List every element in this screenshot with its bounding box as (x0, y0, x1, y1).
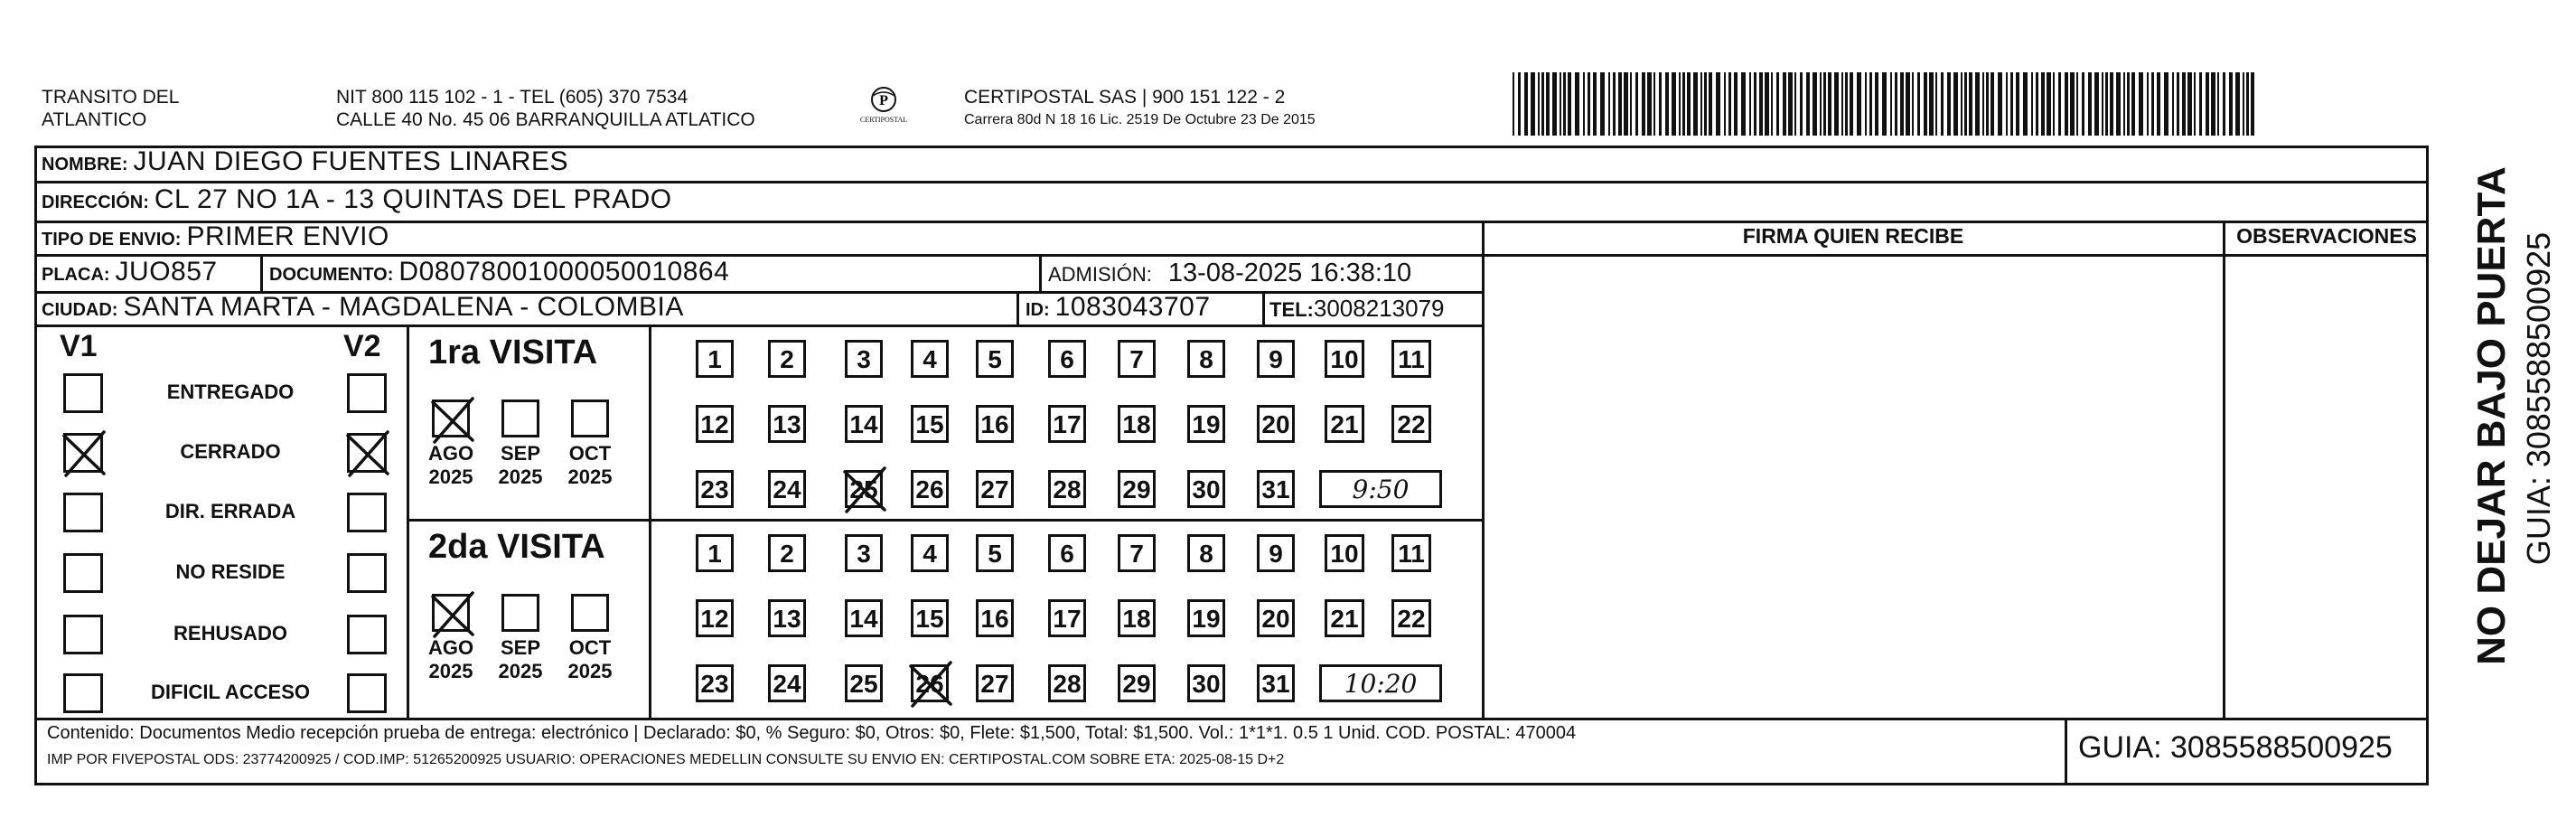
placa-value: JUO857 (115, 257, 218, 287)
month-name: OCT (568, 636, 612, 659)
firma-header: FIRMA QUIEN RECIBE (1742, 224, 1964, 248)
month-name: AGO (427, 442, 474, 465)
sender-name-line2: ATLANTICO (42, 109, 147, 130)
month-year: 2025 (498, 660, 543, 682)
status-v2-checkbox[interactable] (347, 615, 387, 654)
firma-header-line (1484, 254, 2429, 257)
day-box[interactable]: 29 (1118, 470, 1156, 508)
day-box[interactable]: 26 (911, 470, 949, 508)
month-checkbox[interactable] (432, 400, 470, 437)
documento-value: D08078001000050010864 (398, 257, 730, 287)
admision-field (1048, 259, 1411, 288)
month-year: 2025 (428, 660, 473, 682)
day-box[interactable]: 29 (1118, 664, 1156, 702)
tipo-label: TIPO DE ENVIO: (42, 230, 182, 249)
month-year: 2025 (567, 465, 613, 488)
v2-header: V2 (343, 329, 381, 363)
day-box[interactable]: 18 (1118, 405, 1156, 443)
row-divider (36, 254, 1484, 257)
company-line: CERTIPOSTAL SAS | 900 151 122 - 2 (964, 87, 1286, 108)
day-box[interactable]: 7 (1118, 340, 1156, 378)
month-label (424, 636, 478, 683)
row-divider (36, 718, 2429, 720)
ciudad-value: SANTA MARTA - MAGDALENA - COLOMBIA (123, 292, 684, 322)
month-checkbox[interactable] (571, 594, 609, 632)
status-v1-checkbox[interactable] (63, 615, 103, 654)
sender-info (336, 86, 755, 131)
sender-nit: NIT 800 115 102 - 1 - TEL (605) 370 7534 (336, 87, 688, 108)
nombre-field (42, 146, 568, 177)
day-box[interactable]: 30 (1187, 470, 1225, 508)
status-v2-checkbox[interactable] (347, 673, 387, 713)
status-v2-checkbox[interactable] (347, 373, 387, 413)
footer-line2: IMP POR FIVEPOSTAL ODS: 23774200925 / COD.IMP: 51265200925 USUARIO: OPERACIONES MEDELLIN CONSULTE SU ENVIO EN: CERTIPOSTAL.COM SOBRE ETA: 2025-08-15 D+2 (47, 752, 1285, 767)
observaciones-header: OBSERVACIONES (2236, 224, 2417, 248)
obs-left-border (2223, 221, 2225, 718)
no-dejar-warning: NO DEJAR BAJO PUERTA (2469, 166, 2514, 665)
tel-label: TEL: (1269, 298, 1314, 321)
status-option-label: CERRADO (180, 440, 281, 463)
nombre-value: JUAN DIEGO FUENTES LINARES (133, 146, 568, 176)
admision-value: 13-08-2025 16:38:10 (1167, 259, 1412, 287)
license-line: Carrera 80d N 18 16 Lic. 2519 De Octubre 23 De 2015 (964, 112, 1316, 127)
day-box[interactable]: 9 (1257, 340, 1295, 378)
month-name: AGO (427, 636, 474, 659)
day-box[interactable]: 8 (1187, 340, 1225, 378)
ciudad-label: CIUDAD: (42, 300, 118, 320)
day-box[interactable]: 13 (768, 405, 806, 443)
day-box[interactable]: 12 (696, 405, 734, 443)
month-label (563, 442, 617, 489)
day-box[interactable]: 30 (1187, 664, 1225, 702)
status-v2-checkbox[interactable] (347, 553, 387, 593)
day-box[interactable]: 24 (768, 470, 806, 508)
day-check-mark (905, 659, 956, 710)
barcode (1513, 72, 2257, 136)
row-divider (36, 324, 1484, 327)
day-box[interactable]: 4 (911, 340, 949, 378)
month-label (563, 636, 617, 683)
month-label (424, 442, 478, 489)
day-box[interactable]: 2 (768, 534, 806, 572)
visit-divider (407, 519, 1482, 522)
logo-text: CERTIPOSTAL (859, 116, 908, 124)
month-year: 2025 (498, 465, 543, 488)
day-box[interactable]: 15 (911, 405, 949, 443)
id-label: ID: (1026, 300, 1050, 320)
day-box[interactable]: 24 (768, 664, 806, 702)
row-divider (36, 181, 2429, 183)
check-mark (59, 428, 109, 479)
day-check-mark (839, 465, 890, 515)
guia-box-border (2065, 718, 2067, 785)
documento-field (269, 257, 729, 287)
day-box[interactable]: 21 (1325, 599, 1364, 637)
month-year: 2025 (428, 465, 473, 488)
month-name: OCT (568, 442, 612, 465)
day-box[interactable]: 25 (845, 470, 883, 508)
placa-label: PLACA: (42, 265, 110, 285)
day-box[interactable]: 6 (1048, 340, 1086, 378)
day-box[interactable]: 10 (1325, 534, 1364, 572)
placa-field (42, 257, 218, 287)
day-box[interactable]: 13 (768, 599, 806, 637)
status-option-label: ENTREGADO (166, 381, 295, 403)
visit-time-box[interactable]: 10:20 (1319, 664, 1442, 702)
day-box[interactable]: 21 (1325, 405, 1364, 443)
day-box[interactable]: 16 (976, 599, 1014, 637)
status-option-label: DIR. ERRADA (164, 500, 296, 522)
day-box[interactable]: 5 (976, 534, 1014, 572)
month-label (493, 636, 548, 683)
month-name: SEP (500, 442, 541, 465)
day-box[interactable]: 4 (911, 534, 949, 572)
col-divider (1039, 254, 1042, 291)
day-box[interactable]: 18 (1118, 599, 1156, 637)
status-v1-checkbox[interactable] (63, 673, 103, 713)
day-box[interactable]: 11 (1391, 340, 1431, 378)
tipo-envio-field (42, 221, 389, 252)
month-checkbox[interactable] (501, 594, 539, 632)
day-box[interactable]: 2 (768, 340, 806, 378)
day-box[interactable]: 20 (1257, 405, 1295, 443)
day-box[interactable]: 3 (845, 534, 883, 572)
tel-field (1269, 295, 1445, 323)
day-box[interactable]: 14 (845, 405, 883, 443)
sender-address: CALLE 40 No. 45 06 BARRANQUILLA ATLATICO (336, 109, 755, 130)
sender-name-line1: TRANSITO DEL (42, 87, 180, 108)
month-year: 2025 (567, 660, 613, 682)
day-box[interactable]: 26 (911, 664, 949, 702)
direccion-label: DIRECCIÓN: (42, 193, 149, 212)
admision-label: ADMISIÓN: (1048, 263, 1152, 286)
status-v1-checkbox[interactable] (63, 493, 103, 532)
day-box[interactable]: 31 (1257, 664, 1295, 702)
ciudad-field (42, 292, 684, 323)
month-name: SEP (500, 636, 541, 659)
month-label (493, 442, 548, 489)
status-v1-checkbox[interactable] (63, 373, 103, 413)
side-text (2440, 136, 2557, 696)
col-divider (1016, 291, 1019, 324)
day-box[interactable]: 22 (1391, 405, 1431, 443)
day-box[interactable]: 19 (1187, 405, 1225, 443)
check-mark (342, 428, 393, 479)
day-box[interactable]: 5 (976, 340, 1014, 378)
day-box[interactable]: 9 (1257, 534, 1295, 572)
day-box[interactable]: 7 (1118, 534, 1156, 572)
month-checkbox[interactable] (432, 594, 470, 632)
id-value: 1083043707 (1054, 292, 1211, 322)
day-box[interactable]: 20 (1257, 599, 1295, 637)
day-box[interactable]: 17 (1048, 405, 1086, 443)
day-box[interactable]: 22 (1391, 599, 1431, 637)
certipostal-logo (848, 83, 920, 130)
documento-label: DOCUMENTO: (269, 265, 394, 285)
day-box[interactable]: 23 (696, 470, 734, 508)
status-v1-checkbox[interactable] (63, 433, 103, 473)
direccion-value: CL 27 NO 1A - 13 QUINTAS DEL PRADO (154, 184, 672, 214)
guia-box: GUIA: 3085588500925 (2078, 730, 2393, 765)
day-box[interactable]: 31 (1257, 470, 1295, 508)
col-divider (1262, 291, 1265, 324)
company-info (964, 86, 1316, 129)
status-v2-checkbox[interactable] (347, 433, 387, 473)
day-box[interactable]: 28 (1048, 470, 1086, 508)
status-v2-checkbox[interactable] (347, 493, 387, 532)
status-v1-checkbox[interactable] (63, 553, 103, 593)
footer-line1: Contenido: Documentos Medio recepción prueba de entrega: electrónico | Declarado: $0, % Seguro: $0, Otros: $0, Flete: $1,500, Total: $1,500. Vol.: 1*1*1. 0.5 1 Unid. COD. POSTAL: 470004 (47, 723, 1577, 743)
v1-header: V1 (60, 329, 98, 363)
day-box[interactable]: 14 (845, 599, 883, 637)
day-box[interactable]: 19 (1187, 599, 1225, 637)
day-box[interactable]: 17 (1048, 599, 1086, 637)
day-box[interactable]: 28 (1048, 664, 1086, 702)
id-field (1026, 292, 1211, 323)
day-box[interactable]: 12 (696, 599, 734, 637)
visit-title: 2da VISITA (428, 528, 605, 566)
day-box[interactable]: 1 (696, 534, 734, 572)
month-checkbox[interactable] (571, 400, 609, 437)
status-option-label: DIFICIL ACCESO (150, 681, 310, 703)
day-box[interactable]: 10 (1325, 340, 1364, 378)
nombre-label: NOMBRE: (42, 155, 128, 174)
firma-left-border (1482, 221, 1485, 718)
day-box[interactable]: 27 (976, 664, 1014, 702)
row-divider (36, 221, 2429, 223)
col-divider (260, 254, 263, 291)
status-option-label: REHUSADO (173, 622, 287, 644)
direccion-field (42, 184, 672, 215)
day-box[interactable]: 25 (845, 664, 883, 702)
day-box[interactable]: 11 (1391, 534, 1431, 572)
sender-name (42, 86, 179, 131)
day-box[interactable]: 27 (976, 470, 1014, 508)
day-box[interactable]: 3 (845, 340, 883, 378)
day-box[interactable]: 6 (1048, 534, 1086, 572)
side-guia: GUIA: 3085588500925 (2520, 231, 2557, 566)
status-option-label: NO RESIDE (175, 560, 286, 583)
visit-title: 1ra VISITA (428, 334, 598, 371)
tipo-value: PRIMER ENVIO (186, 221, 389, 251)
tel-value: 3008213079 (1313, 295, 1445, 322)
visit-time-box[interactable]: 9:50 (1319, 470, 1442, 508)
month-checkbox[interactable] (501, 400, 539, 437)
day-box[interactable]: 15 (911, 599, 949, 637)
day-box[interactable]: 16 (976, 405, 1014, 443)
svg-text:P: P (879, 93, 888, 108)
day-box[interactable]: 8 (1187, 534, 1225, 572)
day-box[interactable]: 23 (696, 664, 734, 702)
day-box[interactable]: 1 (696, 340, 734, 378)
